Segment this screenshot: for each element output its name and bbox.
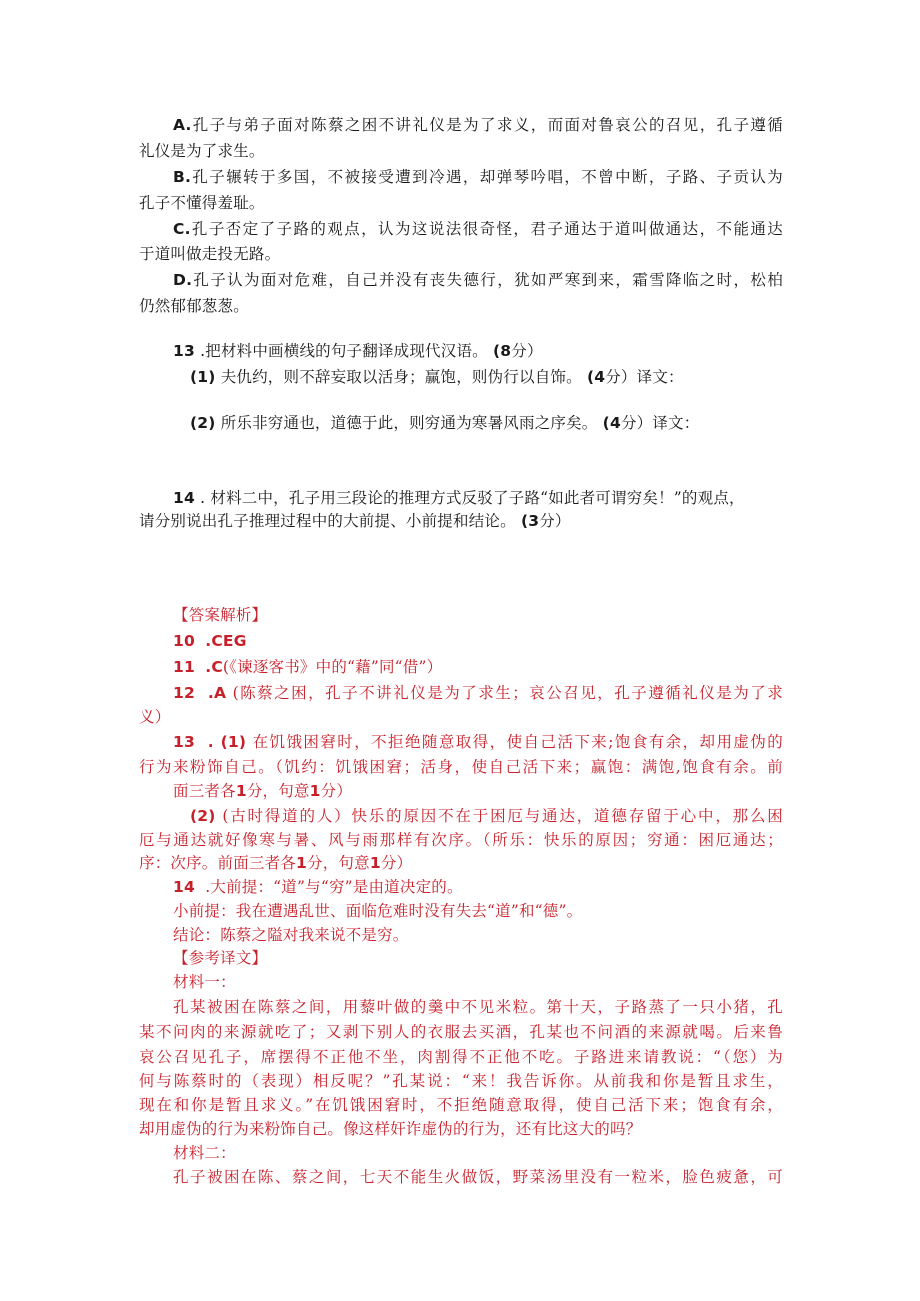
answer-13-2-line2: 厄与通达就好像寒与暑、风与雨那样有次序。（所乐：快乐的原因；穷通：困厄通达；: [139, 831, 783, 849]
material-one-label: 材料一：: [173, 973, 236, 991]
reference-header: 【参考译文】: [173, 949, 268, 967]
option-b-line2: 孔子不懂得羞耻。: [139, 194, 265, 212]
option-b-line1: B.孔子辗转于多国，不被接受遭到冷遇，却弹琴吟唱，不曾中断，子路、子贡认为: [173, 168, 783, 186]
material-one-line2: 某不问肉的来源就吃了；又剥下别人的衣服去买酒，孔某也不问酒的来源就喝。后来鲁: [139, 1023, 783, 1041]
answer-13-1-line1: 13 . (1) 在饥饿困窘时，不拒绝随意取得，使自己活下来;饱食有余，却用虚伪的: [173, 733, 783, 751]
answer-12-line1: 12 .A (陈蔡之困，孔子不讲礼仪是为了求生；哀公召见，孔子遵循礼仪是为了求: [173, 684, 783, 702]
q14-line2: 请分别说出孔子推理过程中的大前提、小前提和结论。 (3分）: [139, 512, 571, 530]
answer-10: 10 .CEG: [173, 632, 247, 650]
option-c-line2: 于道叫做走投无路。: [139, 245, 281, 263]
q13-sub1: (1) 夫仇约，则不辞妄取以活身；赢饱，则伪行以自饰。 (4分）译文：: [190, 368, 684, 386]
material-two-label: 材料二：: [173, 1144, 236, 1162]
answer-14-line1: 14 .大前提：“道”与“穷”是由道决定的。: [173, 878, 463, 896]
option-a-line1: A.孔子与弟子面对陈蔡之困不讲礼仪是为了求义，而面对鲁哀公的召见，孔子遵循: [173, 116, 783, 134]
material-one-line1: 孔某被困在陈蔡之间，用藜叶做的羹中不见米粒。第十天，子路蒸了一只小猪，孔: [173, 998, 783, 1016]
q13-stem: 13 .把材料中画横线的句子翻译成现代汉语。 (8分）: [173, 342, 543, 360]
answer-13-2-line3: 序：次序。前面三者各1分，句意1分）: [139, 854, 413, 872]
answer-14-line3: 结论：陈蔡之隘对我来说不是穷。: [173, 926, 409, 944]
material-one-line6: 却用虚伪的行为来粉饰自己。像这样奸诈虚伪的行为，还有比这大的吗？: [139, 1120, 642, 1138]
option-a-line2: 礼仪是为了求生。: [139, 142, 265, 160]
q14-line1: 14 . 材料二中，孔子用三段论的推理方式反驳了子路“如此者可谓穷矣！”的观点，: [173, 489, 745, 507]
option-d-line1: D.孔子认为面对危难，自己并没有丧失德行，犹如严寒到来，霜雪降临之时，松柏: [173, 271, 783, 289]
answer-11: 11 .C(《谏逐客书》中的“藉”同“借”）: [173, 658, 443, 676]
material-one-line5: 现在和你是暂且求义。”在饥饿困窘时，不拒绝随意取得，使自己活下来；饱食有余，: [139, 1096, 783, 1114]
answer-13-1-line2: 行为来粉饰自己。（饥约：饥饿困窘；活身，使自己活下来；赢饱：满饱,饱食有余。前: [139, 758, 783, 776]
answer-header: 【答案解析】: [173, 606, 268, 624]
material-one-line3: 哀公召见孔子，席摆得不正他不坐，肉割得不正他不吃。子路进来请教说：“（您）为: [139, 1048, 783, 1066]
material-one-line4: 何与陈蔡时的（表现）相反呢？”孔某说：“来！我告诉你。从前我和你是暂且求生，: [139, 1072, 783, 1090]
answer-12-line2: 义）: [139, 708, 171, 726]
answer-13-1-line3: 面三者各1分，句意1分）: [173, 782, 353, 800]
q13-sub2: (2) 所乐非穷通也，道德于此，则穷通为寒暑风雨之序矣。 (4分）译文：: [190, 414, 700, 432]
option-c-line1: C.孔子否定了子路的观点，认为这说法很奇怪，君子通达于道叫做通达，不能通达: [173, 220, 783, 238]
answer-14-line2: 小前提：我在遭遇乱世、面临危难时没有失去“道”和“德”。: [173, 902, 583, 920]
material-two-line1: 孔子被困在陈、蔡之间，七天不能生火做饭，野菜汤里没有一粒米，脸色疲惫，可: [173, 1168, 783, 1186]
option-d-line2: 仍然郁郁葱葱。: [139, 297, 249, 315]
answer-13-2-line1: (2) (古时得道的人）快乐的原因不在于困厄与通达，道德存留于心中，那么困: [190, 807, 783, 825]
